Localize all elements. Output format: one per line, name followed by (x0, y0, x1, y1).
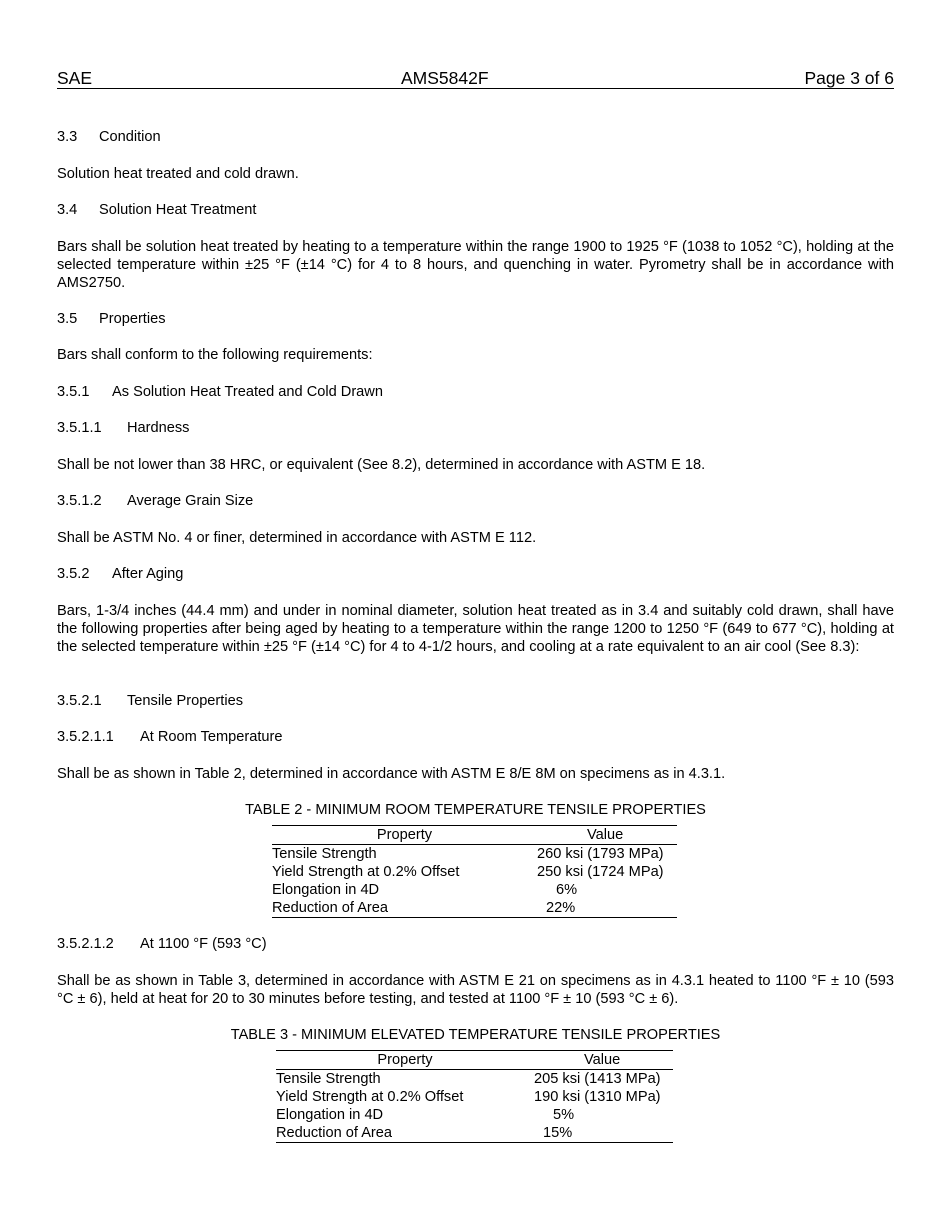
section-3-5-2-heading: 3.5.2 After Aging (57, 566, 184, 582)
table-3-header-property: Property (276, 1051, 534, 1070)
table-cell-value: 190 ksi (1310 MPa) (534, 1089, 661, 1105)
section-3-5-2-1-1-text: Shall be as shown in Table 2, determined in accordance with ASTM E 8/E 8M on specimens as in 4.3.1. (57, 766, 726, 782)
table-cell-property: Tensile Strength (276, 1071, 381, 1087)
table-cell-value: 5% (553, 1107, 575, 1123)
table-row (272, 899, 677, 918)
table-cell-value: 22% (537, 899, 677, 918)
table-3-caption: TABLE 3 - MINIMUM ELEVATED TEMPERATURE TENSILE PROPERTIES (230, 1027, 721, 1043)
header-page-number: Page 3 of 6 (804, 68, 894, 88)
table-2 (272, 825, 677, 918)
table-row (272, 863, 677, 881)
header-org: SAE (57, 68, 93, 88)
table-2-header-value: Value (537, 826, 677, 845)
section-3-5-2-1-2-heading: 3.5.2.1.2 At 1100 °F (593 °C) (57, 936, 267, 952)
section-3-5-1-2-heading: 3.5.1.2 Average Grain Size (57, 493, 254, 509)
table-row (272, 881, 677, 899)
table-2-header-property: Property (272, 826, 537, 845)
section-3-5-2-1-2-text: Shall be as shown in Table 3, determined in accordance with ASTM E 21 on specimens as in 4.3.1 heated to 1100 °F ± 10 (593 °C ± 6), held at heat for 20 to 30 minutes before testing, and tested at 1100 °F ± 10 (593 °C ± 6). (57, 973, 894, 1007)
table-cell-value: 250 ksi (1724 MPa) (537, 864, 664, 880)
table-cell-property: Yield Strength at 0.2% Offset (276, 1089, 464, 1105)
table-cell-property: Elongation in 4D (272, 882, 380, 898)
table-2-caption: TABLE 2 - MINIMUM ROOM TEMPERATURE TENSILE PROPERTIES (245, 802, 706, 818)
table-3 (276, 1050, 673, 1143)
section-3-5-2-1-1-heading: 3.5.2.1.1 At Room Temperature (57, 729, 283, 745)
section-3-5-heading: 3.5 Properties (57, 311, 166, 327)
section-3-5-text: Bars shall conform to the following requirements: (57, 347, 373, 363)
table-cell-value: 6% (556, 882, 578, 898)
table-row (276, 1124, 673, 1143)
section-3-5-1-1-text: Shall be not lower than 38 HRC, or equivalent (See 8.2), determined in accordance with ASTM E 18. (57, 457, 706, 473)
table-cell-value: 205 ksi (1413 MPa) (534, 1071, 661, 1087)
page-header (57, 68, 894, 89)
table-row (276, 1070, 673, 1089)
table-cell-value: 15% (534, 1124, 673, 1143)
section-3-4-text: Bars shall be solution heat treated by heating to a temperature within the range 1900 to 1925 °F (1038 to 1052 °C), holding at the selected temperature within ±25 °F (±14 °C) for 4 to 8 hours, and quenching in water. Pyrometry shall be in accordance with AMS2750. (57, 239, 894, 291)
table-cell-property: Reduction of Area (272, 899, 537, 918)
section-3-4-heading: 3.4 Solution Heat Treatment (57, 202, 257, 218)
table-cell-property: Elongation in 4D (276, 1107, 384, 1123)
section-3-3-text: Solution heat treated and cold drawn. (57, 166, 299, 182)
section-3-5-1-2-text: Shall be ASTM No. 4 or finer, determined in accordance with ASTM E 112. (57, 530, 537, 546)
table-cell-property: Yield Strength at 0.2% Offset (272, 864, 460, 880)
table-cell-property: Reduction of Area (276, 1124, 534, 1143)
table-cell-property: Tensile Strength (272, 846, 377, 862)
section-3-5-1-heading: 3.5.1 As Solution Heat Treated and Cold Drawn (57, 384, 383, 400)
section-3-5-2-1-heading: 3.5.2.1 Tensile Properties (57, 693, 243, 709)
section-3-3-heading: 3.3 Condition (57, 129, 161, 145)
header-doc-number: AMS5842F (401, 68, 489, 88)
table-row (272, 845, 677, 864)
table-3-header-value: Value (534, 1051, 673, 1070)
section-3-5-2-text: Bars, 1-3/4 inches (44.4 mm) and under in nominal diameter, solution heat treated as in 3.4 and suitably cold drawn, shall have the following properties after being aged by heating to a temperature within the range 1200 to 1250 °F (649 to 677 °C), holding at the selected temperature within ±25 °F (±14 °C) for 4 to 4-1/2 hours, and cooling at a rate equivalent to an air cool (See 8.3): (57, 603, 894, 655)
table-row (276, 1088, 673, 1106)
table-row (276, 1106, 673, 1124)
section-3-5-1-1-heading: 3.5.1.1 Hardness (57, 420, 190, 436)
table-cell-value: 260 ksi (1793 MPa) (537, 846, 664, 862)
